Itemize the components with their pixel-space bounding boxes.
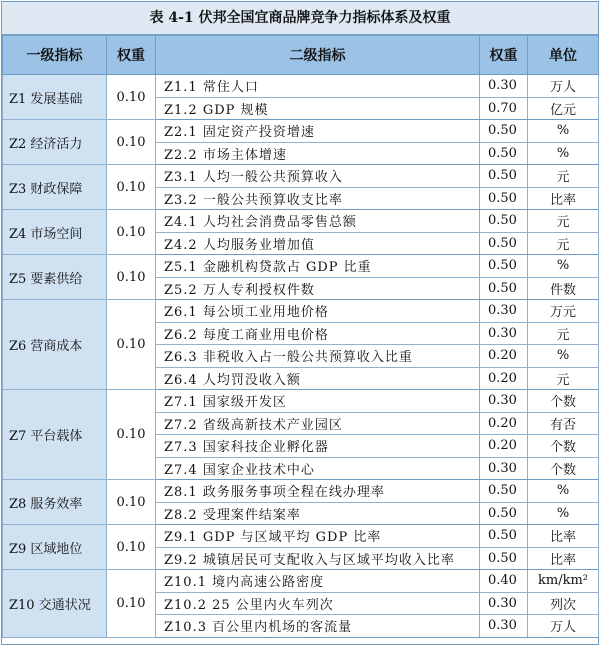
level2-weight: 0.30 bbox=[480, 300, 528, 323]
level2-weight: 0.40 bbox=[480, 570, 528, 593]
table-row bbox=[3, 300, 599, 323]
table-title: 表 4-1 伏邦全国宜商品牌竞争力指标体系及权重 bbox=[2, 2, 598, 35]
table-row bbox=[3, 75, 599, 98]
indicator-table-figure bbox=[1, 1, 599, 645]
level2-weight: 0.70 bbox=[480, 97, 528, 120]
level1-weight: 0.10 bbox=[107, 300, 156, 390]
level2-weight: 0.30 bbox=[480, 390, 528, 413]
level1-indicator: Z6 营商成本 bbox=[3, 300, 107, 390]
level1-indicator: Z5 要素供给 bbox=[3, 255, 107, 300]
level2-weight: 0.20 bbox=[480, 345, 528, 368]
unit-cell: % bbox=[528, 345, 599, 368]
unit-cell: % bbox=[528, 255, 599, 278]
unit-cell: 元 bbox=[528, 322, 599, 345]
level2-indicator: Z4.2 人均服务业增加值 bbox=[156, 232, 480, 255]
level1-weight: 0.10 bbox=[107, 480, 156, 525]
level2-weight: 0.50 bbox=[480, 232, 528, 255]
level2-indicator: Z7.1 国家级开发区 bbox=[156, 390, 480, 413]
level2-indicator: Z6.4 人均罚没收入额 bbox=[156, 367, 480, 390]
level2-indicator: Z10.1 境内高速公路密度 bbox=[156, 570, 480, 593]
level1-indicator: Z8 服务效率 bbox=[3, 480, 107, 525]
level2-indicator: Z4.1 人均社会消费品零售总额 bbox=[156, 210, 480, 233]
unit-cell: km/km² bbox=[528, 570, 599, 593]
table-row bbox=[3, 120, 599, 143]
level1-weight: 0.10 bbox=[107, 570, 156, 638]
indicator-table bbox=[2, 35, 599, 638]
table-row bbox=[3, 480, 599, 503]
level2-weight: 0.50 bbox=[480, 210, 528, 233]
unit-cell: 个数 bbox=[528, 435, 599, 458]
header-level2: 二级指标 bbox=[156, 36, 480, 75]
unit-cell: 个数 bbox=[528, 390, 599, 413]
level2-indicator: Z8.1 政务服务事项全程在线办理率 bbox=[156, 480, 480, 503]
level2-indicator: Z3.1 人均一般公共预算收入 bbox=[156, 165, 480, 188]
level1-indicator: Z9 区域地位 bbox=[3, 525, 107, 570]
level2-indicator: Z7.3 国家科技企业孵化器 bbox=[156, 435, 480, 458]
header-level1: 一级指标 bbox=[3, 36, 107, 75]
level2-weight: 0.30 bbox=[480, 322, 528, 345]
level1-weight: 0.10 bbox=[107, 525, 156, 570]
header-weight1: 权重 bbox=[107, 36, 156, 75]
unit-cell: 元 bbox=[528, 232, 599, 255]
unit-cell: 元 bbox=[528, 367, 599, 390]
unit-cell: 个数 bbox=[528, 457, 599, 480]
level1-indicator: Z10 交通状况 bbox=[3, 570, 107, 638]
level1-weight: 0.10 bbox=[107, 390, 156, 480]
level2-weight: 0.50 bbox=[480, 120, 528, 143]
level2-indicator: Z8.2 受理案件结案率 bbox=[156, 502, 480, 525]
unit-cell: 元 bbox=[528, 165, 599, 188]
unit-cell: % bbox=[528, 142, 599, 165]
level1-indicator: Z2 经济活力 bbox=[3, 120, 107, 165]
unit-cell: 亿元 bbox=[528, 97, 599, 120]
level1-weight: 0.10 bbox=[107, 75, 156, 120]
level2-indicator: Z9.1 GDP 与区域平均 GDP 比率 bbox=[156, 525, 480, 548]
level1-weight: 0.10 bbox=[107, 210, 156, 255]
level1-weight: 0.10 bbox=[107, 165, 156, 210]
table-body bbox=[3, 75, 599, 638]
level2-weight: 0.50 bbox=[480, 142, 528, 165]
level2-indicator: Z2.1 固定资产投资增速 bbox=[156, 120, 480, 143]
level2-weight: 0.50 bbox=[480, 165, 528, 188]
level2-weight: 0.50 bbox=[480, 277, 528, 300]
unit-cell: 万人 bbox=[528, 75, 599, 98]
unit-cell: % bbox=[528, 120, 599, 143]
unit-cell: 比率 bbox=[528, 547, 599, 570]
level2-indicator: Z6.1 每公顷工业用地价格 bbox=[156, 300, 480, 323]
unit-cell: 有否 bbox=[528, 412, 599, 435]
table-row bbox=[3, 390, 599, 413]
level2-indicator: Z5.1 金融机构贷款占 GDP 比重 bbox=[156, 255, 480, 278]
header-weight2: 权重 bbox=[480, 36, 528, 75]
level2-indicator: Z10.3 百公里内机场的客流量 bbox=[156, 615, 480, 638]
table-row bbox=[3, 165, 599, 188]
level1-indicator: Z3 财政保障 bbox=[3, 165, 107, 210]
level2-indicator: Z6.3 非税收入占一般公共预算收入比重 bbox=[156, 345, 480, 368]
unit-cell: 列次 bbox=[528, 592, 599, 615]
level2-indicator: Z9.2 城镇居民可支配收入与区域平均收入比率 bbox=[156, 547, 480, 570]
table-row bbox=[3, 255, 599, 278]
level1-indicator: Z1 发展基础 bbox=[3, 75, 107, 120]
level2-weight: 0.50 bbox=[480, 187, 528, 210]
level2-indicator: Z3.2 一般公共预算收支比率 bbox=[156, 187, 480, 210]
level2-weight: 0.30 bbox=[480, 592, 528, 615]
unit-cell: 万人 bbox=[528, 615, 599, 638]
unit-cell: 万元 bbox=[528, 300, 599, 323]
unit-cell: % bbox=[528, 480, 599, 503]
level2-weight: 0.20 bbox=[480, 435, 528, 458]
level2-weight: 0.20 bbox=[480, 367, 528, 390]
level2-indicator: Z1.2 GDP 规模 bbox=[156, 97, 480, 120]
table-row bbox=[3, 570, 599, 593]
level2-weight: 0.30 bbox=[480, 615, 528, 638]
unit-cell: 比率 bbox=[528, 525, 599, 548]
level1-weight: 0.10 bbox=[107, 255, 156, 300]
level2-weight: 0.50 bbox=[480, 547, 528, 570]
level2-weight: 0.50 bbox=[480, 525, 528, 548]
level2-weight: 0.50 bbox=[480, 502, 528, 525]
level2-weight: 0.50 bbox=[480, 255, 528, 278]
level2-indicator: Z6.2 每度工商业用电价格 bbox=[156, 322, 480, 345]
level2-weight: 0.30 bbox=[480, 457, 528, 480]
level2-indicator: Z10.2 25 公里内火车列次 bbox=[156, 592, 480, 615]
header-unit: 单位 bbox=[528, 36, 599, 75]
level2-indicator: Z7.4 国家企业技术中心 bbox=[156, 457, 480, 480]
level2-indicator: Z7.2 省级高新技术产业园区 bbox=[156, 412, 480, 435]
unit-cell: 件数 bbox=[528, 277, 599, 300]
unit-cell: 元 bbox=[528, 210, 599, 233]
level1-indicator: Z7 平台载体 bbox=[3, 390, 107, 480]
unit-cell: 比率 bbox=[528, 187, 599, 210]
level2-weight: 0.50 bbox=[480, 480, 528, 503]
level1-weight: 0.10 bbox=[107, 120, 156, 165]
level2-weight: 0.20 bbox=[480, 412, 528, 435]
level2-indicator: Z5.2 万人专利授权件数 bbox=[156, 277, 480, 300]
level2-indicator: Z2.2 市场主体增速 bbox=[156, 142, 480, 165]
table-row bbox=[3, 210, 599, 233]
unit-cell: % bbox=[528, 502, 599, 525]
table-row bbox=[3, 525, 599, 548]
level2-indicator: Z1.1 常住人口 bbox=[156, 75, 480, 98]
level2-weight: 0.30 bbox=[480, 75, 528, 98]
header-row bbox=[3, 36, 599, 75]
level1-indicator: Z4 市场空间 bbox=[3, 210, 107, 255]
